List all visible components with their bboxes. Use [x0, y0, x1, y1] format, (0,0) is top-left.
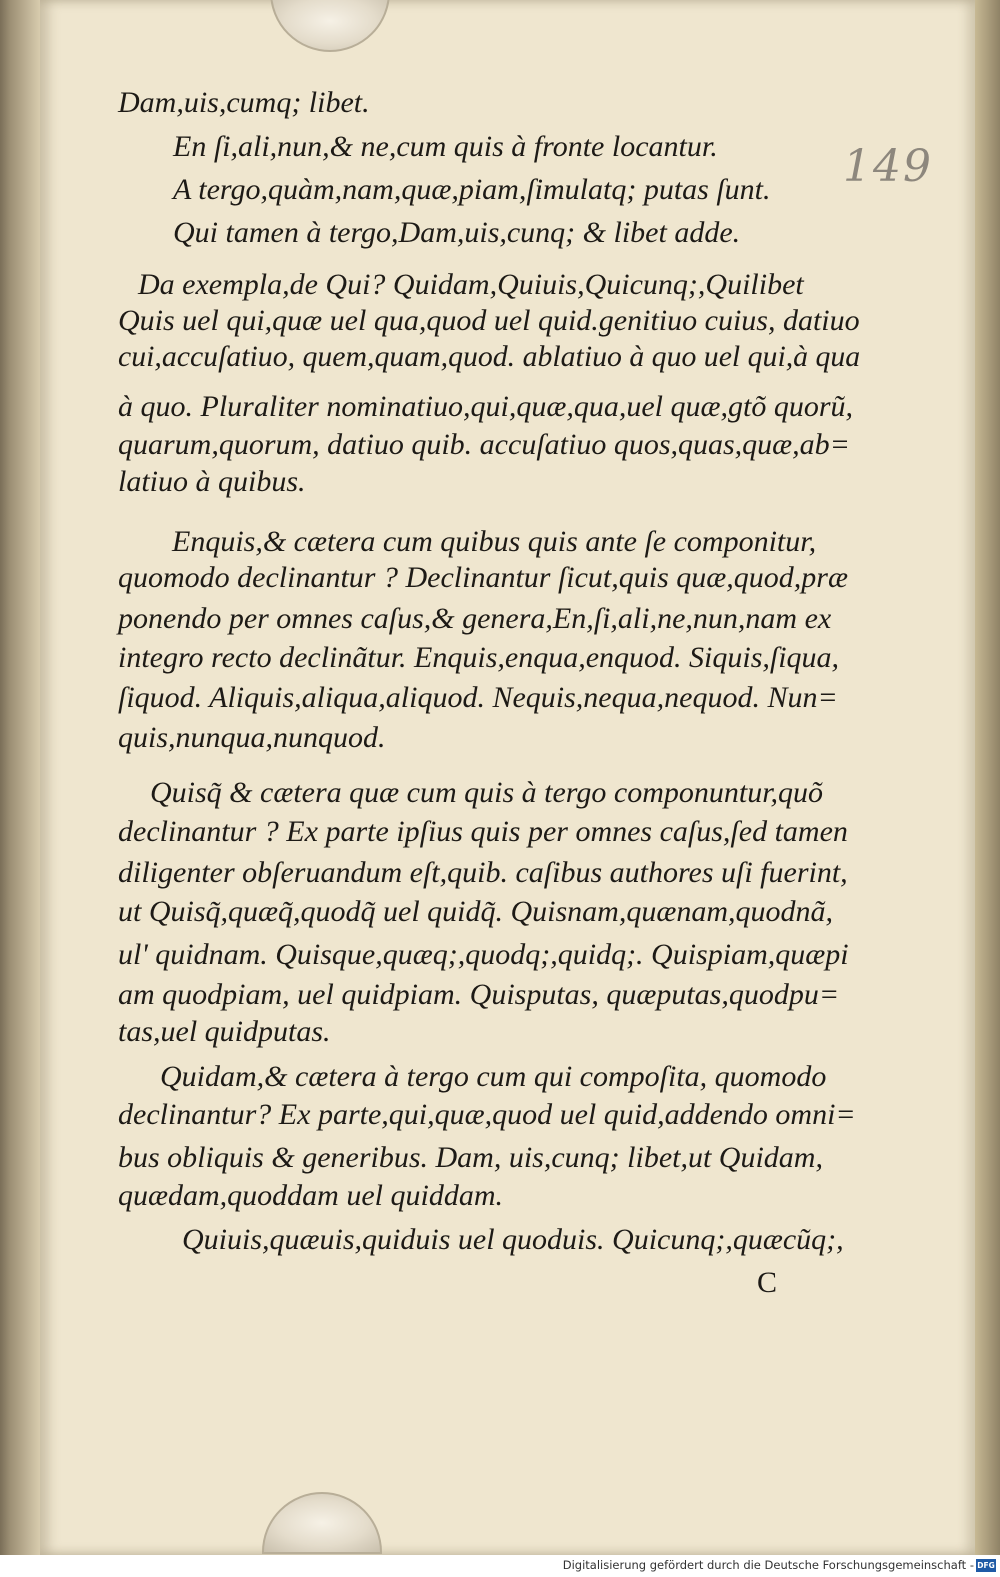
text-line: declinantur ? Ex parte ipſius quis per omnes caſus,ſed tamen — [118, 815, 848, 848]
text-line: Quisq̃ & cætera quæ cum quis à tergo componuntur,quõ — [150, 776, 824, 809]
text-line: Da exempla,de Qui? Quidam,Quiuis,Quicunq;,Quilibet — [138, 268, 804, 301]
text-line: Quis uel qui,quæ uel qua,quod uel quid.genitiuo cuius, datiuo — [118, 304, 860, 337]
text-line: quarum,quorum, datiuo quib. accuſatiuo quos,quas,quæ,ab= — [118, 428, 850, 461]
digitization-credit: Digitalisierung gefördert durch die Deutsche Forschungsgemeinschaft - — [562, 1558, 974, 1572]
text-line: quomodo declinantur ? Declinantur ſicut,quis quæ,quod,præ — [118, 561, 848, 594]
text-line: En ſi,ali,nun,& ne,cum quis à fronte locantur. — [173, 130, 718, 163]
text-line: à quo. Pluraliter nominatiuo,qui,quæ,qua,uel quæ,gtõ quorũ, — [118, 390, 854, 423]
text-line: Dam,uis,cumq; libet. — [118, 86, 370, 119]
text-line: Quidam,& cætera à tergo cum qui compoſita, quomodo — [160, 1060, 827, 1093]
text-line: integro recto declinãtur. Enquis,enqua,enquod. Siquis,ſiqua, — [118, 641, 840, 674]
text-line: ut Quisq̃,quæq̃,quodq̃ uel quidq̃. Quisnam,quænam,quodnã, — [118, 895, 834, 928]
text-line: Qui tamen à tergo,Dam,uis,cunq; & libet adde. — [173, 216, 741, 249]
text-line: quædam,quoddam uel quiddam. — [118, 1179, 503, 1212]
text-line: Enquis,& cætera cum quibus quis ante ſe componitur, — [172, 525, 817, 558]
text-line: ponendo per omnes caſus,& genera,En,ſi,ali,ne,nun,nam ex — [118, 602, 832, 635]
text-line: am quodpiam, uel quidpiam. Quisputas, quæputas,quodpu= — [118, 978, 840, 1011]
text-line: ul' quidnam. Quisque,quæq;,quodq;,quidq;. Quispiam,quæpi — [118, 938, 849, 971]
text-line: latiuo à quibus. — [118, 465, 306, 498]
signature-mark: C — [757, 1266, 778, 1299]
text-line: ſiquod. Aliquis,aliqua,aliquod. Nequis,nequa,nequod. Nun= — [118, 681, 838, 714]
text-line: Quiuis,quæuis,quiduis uel quoduis. Quicunq;,quæcũq;, — [182, 1223, 844, 1256]
text-line: tas,uel quidputas. — [118, 1015, 331, 1048]
text-line: bus obliquis & generibus. Dam, uis,cunq; libet,ut Quidam, — [118, 1141, 823, 1174]
text-line: cui,accuſatiuo, quem,quam,quod. ablatiuo à quo uel qui,à qua — [118, 340, 861, 373]
text-line: declinantur? Ex parte,qui,quæ,quod uel quid,addendo omni= — [118, 1098, 856, 1131]
dfg-logo: DFG — [977, 1561, 995, 1570]
text-line: diligenter obſeruandum eſt,quib. caſibus authores uſi fuerint, — [118, 856, 848, 889]
text-line: A tergo,quàm,nam,quæ,piam,ſimulatq; putas ſunt. — [173, 173, 771, 206]
folio-number: 149 — [843, 141, 933, 192]
text-line: quis,nunqua,nunquod. — [118, 721, 386, 754]
